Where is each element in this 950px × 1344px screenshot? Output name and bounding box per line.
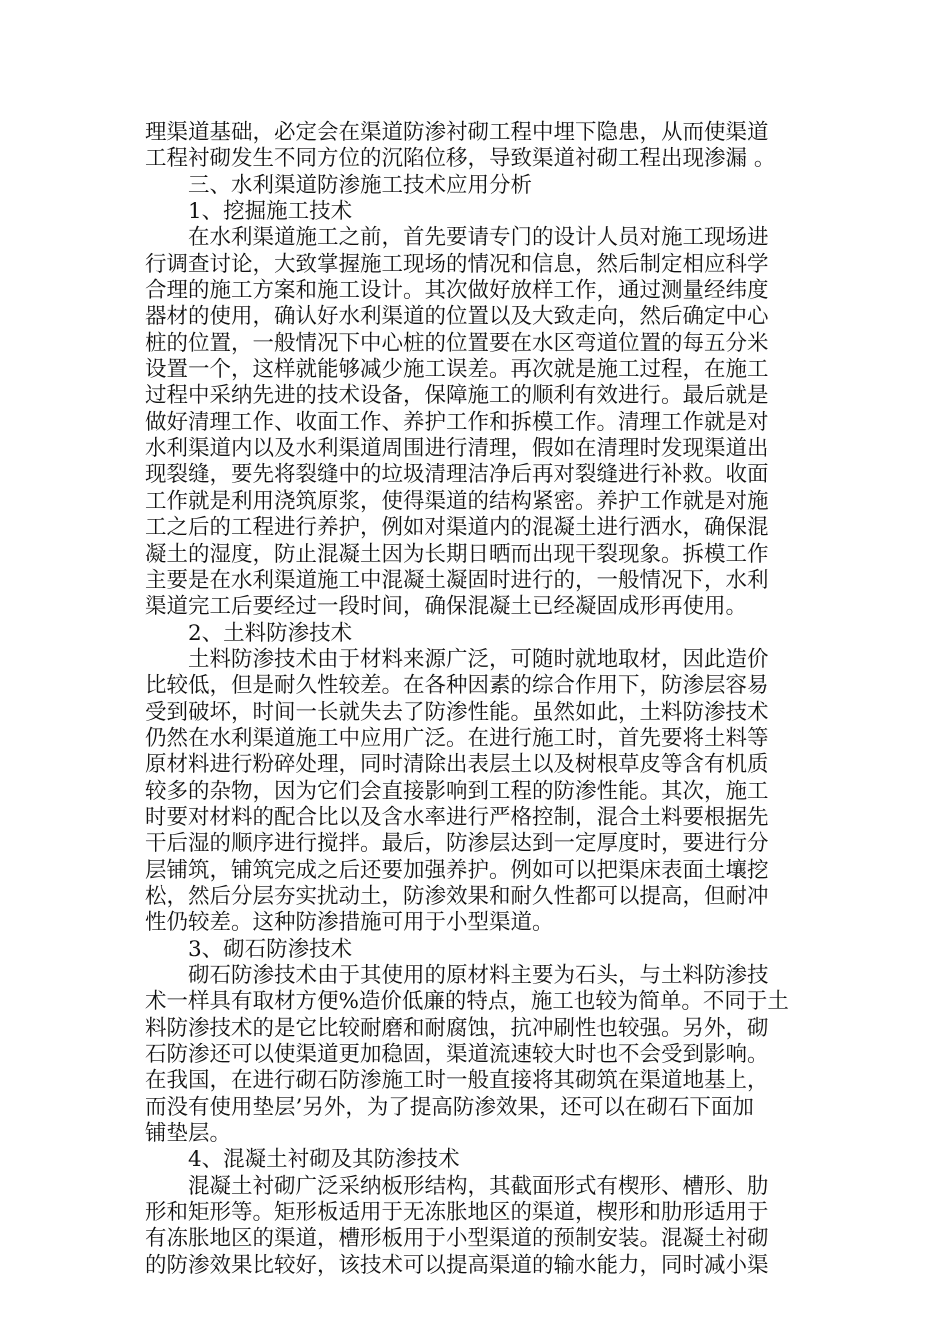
text-line: 较多的杂物，因为它们会直接影响到工程的防渗性能。其次，施工 (145, 778, 769, 804)
text-line: 料防渗技术的是它比较耐磨和耐腐蚀，抗冲刷性也较强。另外，砌 (145, 1015, 769, 1041)
text-line: 干后湿的顺序进行搅拌。最后，防渗层达到一定厚度时，要进行分 (145, 831, 769, 857)
text-line: 比较低，但是耐久性较差。在各种因素的综合作用下，防渗层容易 (145, 673, 769, 699)
text-line: 桩的位置，一般情况下中心桩的位置要在水区弯道位置的每五分米 (145, 330, 769, 356)
text-line: 现裂缝，要先将裂缝中的垃圾清理洁净后再对裂缝进行补救。收面 (145, 462, 769, 488)
text-line: 铺垫层。 (145, 1121, 232, 1147)
text-line: 在水利渠道施工之前，首先要请专门的设计人员对施工现场进 (188, 225, 769, 251)
text-line: 3、砌石防渗技术 (188, 936, 353, 962)
text-line: 有冻胀地区的渠道，槽形板用于小型渠道的预制安装。混凝土衬砌 (145, 1226, 769, 1252)
text-line: 术一样具有取材方便%造价低廉的特点，施工也较为简单。不同于土 (145, 989, 789, 1015)
text-line: 的防渗效果比较好，该技术可以提高渠道的输水能力，同时减小渠 (145, 1252, 769, 1278)
text-line: 在我国，在进行砌石防渗施工时一般直接将其砌筑在渠道地基上， (145, 1068, 769, 1094)
text-line: 混凝土衬砌广泛采纳板形结构，其截面形式有楔形、槽形、肋 (188, 1173, 769, 1199)
text-line: 水利渠道内以及水利渠道周围进行清理，假如在清理时发现渠道出 (145, 436, 769, 462)
text-line: 形和矩形等。矩形板适用于无冻胀地区的渠道，楔形和肋形适用于 (145, 1200, 769, 1226)
text-line: 合理的施工方案和施工设计。其次做好放样工作，通过测量经纬度 (145, 278, 769, 304)
text-line: 工之后的工程进行养护，例如对渠道内的混凝土进行洒水，确保混 (145, 515, 769, 541)
text-line: 受到破坏，时间一长就失去了防渗性能。虽然如此，土料防渗技术 (145, 699, 769, 725)
text-line: 理渠道基础，必定会在渠道防渗衬砌工程中埋下隐患，从而使渠道 (145, 120, 769, 145)
text-line: 器材的使用，确认好水利渠道的位置以及大致走向，然后确定中心 (145, 304, 769, 330)
text-line: 性仍较差。这种防渗措施可用于小型渠道。 (145, 910, 554, 936)
text-line: 时要对材料的配合比以及含水率进行严格控制，混合土料要根据先 (145, 804, 769, 830)
text-line: 凝土的湿度，防止混凝土因为长期日晒而出现干裂现象。拆模工作 (145, 541, 769, 567)
text-line: 过程中采纳先进的技术设备，保障施工的顺利有效进行。最后就是 (145, 383, 769, 409)
text-line: 2、土料防渗技术 (188, 620, 353, 646)
text-line: 石防渗还可以使渠道更加稳固，渠道流速较大时也不会受到影响。 (145, 1042, 769, 1068)
text-line: 主要是在水利渠道施工中混凝土凝固时进行的，一般情况下，水利 (145, 567, 769, 593)
text-line: 行调查讨论，大致掌握施工现场的情况和信息，然后制定相应科学 (145, 251, 769, 277)
text-line: 松，然后分层夯实扰动土，防渗效果和耐久性都可以提高，但耐冲 (145, 883, 769, 909)
document-page (145, 120, 799, 1279)
text-line: 三、水利渠道防渗施工技术应用分析 (188, 172, 533, 198)
text-line: 土料防渗技术由于材料来源广泛，可随时就地取材，因此造价 (188, 646, 769, 672)
text-line: 原材料进行粉碎处理，同时清除出表层土以及树根草皮等含有机质 (145, 752, 769, 778)
text-line: 而没有使用垫层’另外，为了提高防渗效果，还可以在砌石下面加 (145, 1094, 754, 1120)
text-line: 渠道完工后要经过一段时间，确保混凝土已经凝固成形再使用。 (145, 594, 748, 620)
text-line: 4、混凝土衬砌及其防渗技术 (188, 1147, 460, 1173)
text-line: 工作就是利用浇筑原浆，使得渠道的结构紧密。养护工作就是对施 (145, 488, 769, 514)
text-line: 工程衬砌发生不同方位的沉陷位移，导致渠道衬砌工程出现渗漏 。 (145, 146, 776, 172)
text-line: 砌石防渗技术由于其使用的原材料主要为石头，与土料防渗技 (188, 963, 769, 988)
text-line: 1、挖掘施工技术 (188, 199, 353, 225)
text-line: 做好清理工作、收面工作、养护工作和拆模工作。清理工作就是对 (145, 409, 769, 435)
text-line: 层铺筑，铺筑完成之后还要加强养护。例如可以把渠床表面土壤挖 (145, 857, 769, 883)
text-line: 仍然在水利渠道施工中应用广泛。在进行施工时，首先要将土料等 (145, 725, 769, 751)
text-line: 设置一个，这样就能够减少施工误差。再次就是施工过程，在施工 (145, 357, 769, 383)
